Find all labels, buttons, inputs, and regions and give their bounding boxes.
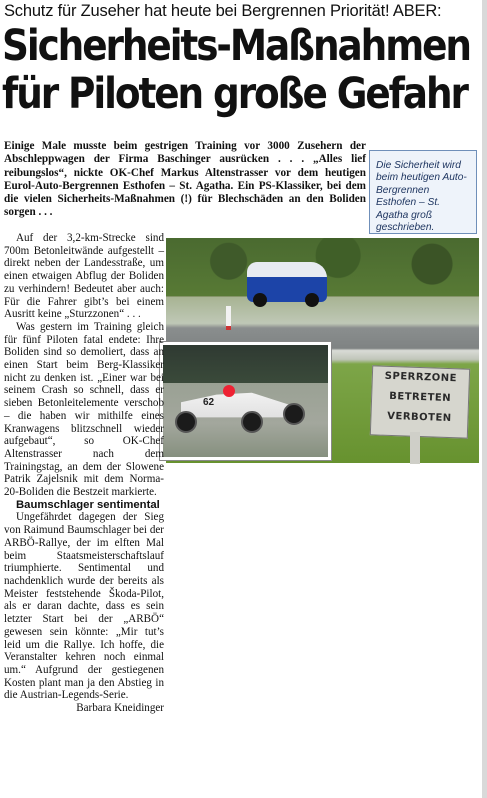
wheel xyxy=(175,411,197,433)
formula-car-inset-photo xyxy=(160,342,331,460)
sign-pole xyxy=(410,432,420,464)
race-car-image xyxy=(247,262,327,302)
wheel xyxy=(283,403,305,425)
body-paragraph-1: Auf der 3,2-km-Strecke sind 700m Betonleitwände aufgestellt – direkt neben der Landesstraße, um einen etwaigen Abflug der Boliden zu verhindern! Bedeutet aber auch: Für die Fahrer gibt’s bei einem Ausritt keine „Sturzzonen“ . . . xyxy=(4,232,164,321)
lead-paragraph: Einige Male musste beim gestrigen Training vor 3000 Zusehern der Abschleppwagen der Firma Baschinger ausrücken . . . „Alles lief reibungslos“, nickte OK-Chef Markus Altenstrasser vor dem heutigen Eurol-Auto-Bergrennen Esthofen – St. Agatha. Ein PS-Klassiker, bei dem die vielen Sicherheits-Maßnahmen (!) für Blechschäden an den Boliden sorgen . . . xyxy=(4,140,366,219)
body-paragraph-3: Ungefährdet dagegen der Sieg von Raimund Baumschlager bei der ARBÖ-Rallye, der im elften Mal beim Staatsmeisterschaftslauf triumphierte. Sentimental und nachdenklich wurde der bereits als Meister feststehende Škoda-Pilot, als er daran dachte, dass es sein letzter Start bei der „ARBÖ“ gewesen sein könnte: „Mir tut’s leid um die Rallye. Ich hoffe, die Veranstalter kehren noch einmal um.“ Aufgrund der gestiegenen Kosten plant man ja den Abstieg in die Austrian-Legends-Serie. xyxy=(4,511,164,702)
headline-line-2: für Piloten große Gefahr xyxy=(2,69,467,119)
sign-line-3: VERBOTEN xyxy=(387,410,452,425)
page-edge xyxy=(482,0,487,798)
subheading: Baumschlager sentimental xyxy=(16,498,160,511)
wheel xyxy=(305,293,319,307)
restricted-zone-sign xyxy=(370,365,470,438)
road-post xyxy=(226,306,231,330)
author-byline: Barbara Kneidinger xyxy=(76,702,164,715)
body-column xyxy=(4,232,164,715)
formula-car-body xyxy=(181,387,299,425)
photo-caption: Die Sicherheit wird beim heutigen Auto-Bergrennen Esthofen – St. Agatha groß geschrieben. xyxy=(369,150,477,234)
sign-line-1: SPERRZONE xyxy=(384,370,458,385)
car-number: 62 xyxy=(203,397,215,408)
wheel xyxy=(253,293,267,307)
sign-line-2: BETRETEN xyxy=(389,390,452,405)
driver-helmet xyxy=(223,385,235,397)
body-paragraph-2: Was gestern im Training gleich für fünf Piloten fatal endete: Ihre Boliden sind so demoliert, dass an einen Start beim Berg-Klassiker nicht zu denken ist. „Einer war bei seinem Crash so schnell, dass er sieben Betonleitelemente verschob – die haben wir mithilfe eines Kranwagens blitzschnell wieder aufgebaut“, so OK-Chef Altenstrasser nach dem Trainingstag, an dem der Slowene Patrik Zajelsnik mit dem Norma-20-Boliden die Bestzeit markierte. xyxy=(4,320,164,499)
headline xyxy=(2,21,470,119)
headline-line-1: Sicherheits-Maßnahmen xyxy=(2,21,470,71)
kicker-line: Schutz für Zuseher hat heute bei Bergrennen Priorität! ABER: xyxy=(4,2,442,20)
wheel xyxy=(241,411,263,433)
